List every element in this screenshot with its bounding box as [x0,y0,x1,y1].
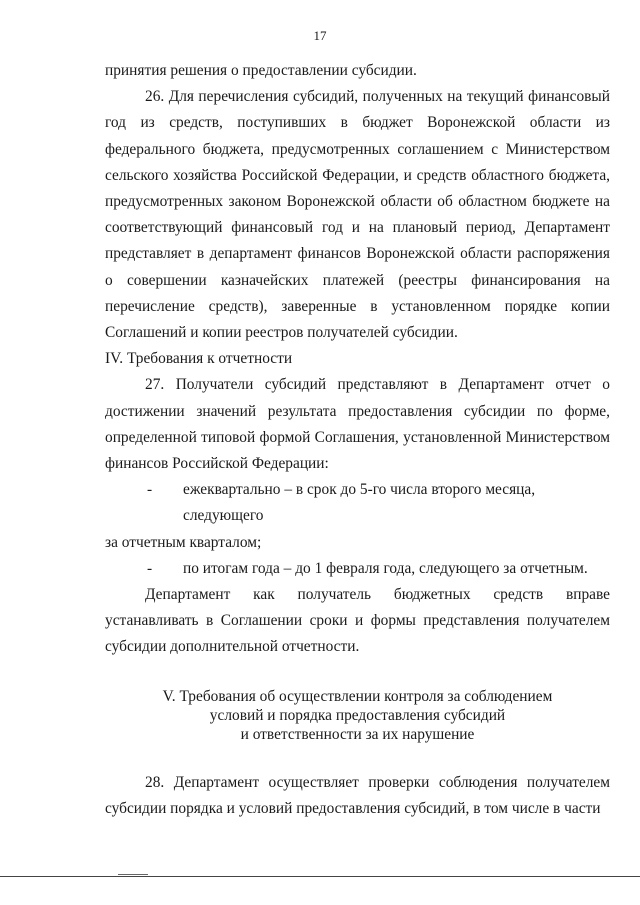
paragraph-26: 26. Для перечисления субсидий, полученных на текущий финансовый год из средств, поступивших в бюджет Воронежской области из федерального бюджета, предусмотренных соглашением с Министерством сельского хозяйства Российской Федерации, и средств областного бюджета, предусмотренных законом Воронежской области об областном бюджете на соответствующий финансовый год и на плановый период, Департамент представляет в департамент финансов Воронежской области распоряжения о совершении казначейских платежей (реестры финансирования на перечисление средств), заверенные в установленном порядке копии Соглашений и копии реестров получателей субсидии. [105,88,610,342]
list-item-annual [105,556,610,582]
list-item-text: по итогам года – до 1 февраля года, следующего за отчетным. [183,559,588,577]
footer-divider [0,876,640,877]
document-body [105,58,610,822]
section-heading-v-line2: условий и порядка предоставления субсидий [209,706,506,724]
section-heading-v-line3: и ответственности за их нарушение [240,725,475,743]
section-heading-iv: IV. Требования к отчетности [105,350,293,368]
page-number: 17 [313,28,327,43]
list-item-continuation: за отчетным кварталом; [105,533,262,551]
list-dash: - [147,559,153,577]
footer-mark [118,874,148,875]
paragraph-28: 28. Департамент осуществляет проверки соблюдения получателем субсидии порядка и условий предоставления субсидий, в том числе в части [105,773,610,817]
section-heading-v-line1: V. Требования об осуществлении контроля за соблюдением [162,687,553,705]
paragraph-department-reporting: Департамент как получатель бюджетных средств вправе устанавливать в Соглашении сроки и формы представления получателем субсидии дополнительной отчетности. [105,586,610,656]
intro-line: принятия решения о предоставлении субсидии. [105,62,417,79]
list-item-text: ежеквартально – в срок до 5-го числа второго месяца, следующего [183,481,536,525]
section-heading-v [105,687,610,744]
list-item-quarterly [105,477,610,529]
list-dash: - [147,481,153,499]
paragraph-27: 27. Получатели субсидий представляют в Департамент отчет о достижении значений результата предоставления субсидии по форме, определенной типовой формой Соглашения, установленной Министерством финансов Российской Федерации: [105,376,610,473]
